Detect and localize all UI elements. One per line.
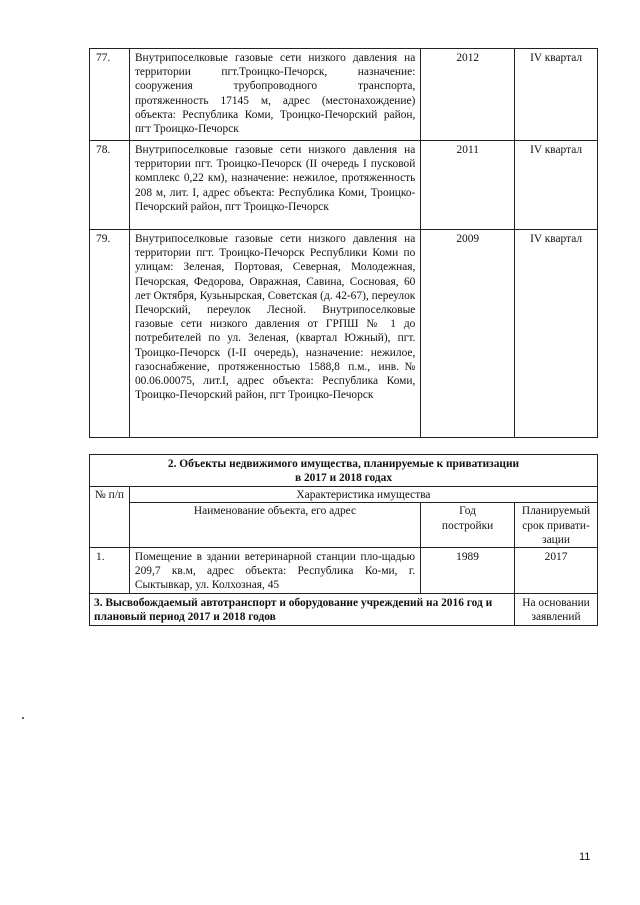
section-2-header [90, 455, 598, 487]
column-header-term: Планируемый срок привати-зации [515, 503, 598, 548]
privatization-plan-table [89, 454, 598, 626]
row-number: 1. [90, 548, 130, 594]
column-header-row [90, 487, 598, 503]
object-description: Помещение в здании ветеринарной станции пло-щадью 209,7 кв.м, адрес объекта: Республика Ко-ми, г. Сыктывкар, ул. Колхозная, 45 [129, 548, 420, 594]
scan-speck [22, 717, 24, 719]
construction-year: 1989 [421, 548, 515, 594]
table-row [90, 230, 598, 438]
row-number: 79. [90, 230, 130, 438]
table-row [90, 49, 598, 141]
privatization-term: IV квартал [515, 230, 598, 438]
object-description: Внутрипоселковые газовые сети низкого давления на территории пгт. Троицко-Печорск Республики Коми по улицам: Зеленая, Портовая, Северная, Молодежная, Печорская, Федорова, Овражная, Савина, Сосновая, 60 лет Октября, Кузьнырская, Советская (д. 42-67), переулок Печорский, переулок Лесной. Внутрипоселковые газовые сети низкого давления от ГРПШ № 1 до потребителей по ул. Зеленая, (квартал Южный), пгт. Троицко-Печорск (I-II очередь), назначение: нежилое, газоснабжение, протяженностью 1588,8 п.м., инв.№ 00.06.00075, лит.I, адрес объекта: Республика Коми, Троицко-Печорский район, пгт Троицко-Печорск [129, 230, 420, 438]
section-2-title-line1: 2. Объекты недвижимого имущества, планируемые к приватизации [167, 458, 520, 470]
privatization-term: IV квартал [515, 141, 598, 230]
column-header-row [90, 503, 598, 548]
property-table-continued [89, 48, 598, 438]
table-row [90, 141, 598, 230]
column-header-number: № п/п [90, 487, 130, 548]
construction-year: 2011 [421, 141, 515, 230]
section-2-title [90, 455, 598, 487]
row-number: 77. [90, 49, 130, 141]
column-header-year: Год постройки [421, 503, 515, 548]
section-3-row [90, 593, 598, 625]
construction-year: 2009 [421, 230, 515, 438]
section-2-title-line2: в 2017 и 2018 годах [294, 471, 393, 484]
privatization-term: 2017 [515, 548, 598, 594]
object-description: Внутрипоселковые газовые сети низкого давления на территории пгт. Троицко-Печорск (II очередь I пусковой комплекс 0,22 км), назначение: нежилое, протяженность 208 м, лит. I, адрес объекта: Республика Коми, Троицко-Печорский район, пгт Троицко-Печорск [129, 141, 420, 230]
construction-year: 2012 [421, 49, 515, 141]
column-header-group: Характеристика имущества [129, 487, 597, 503]
privatization-term: IV квартал [515, 49, 598, 141]
row-number: 78. [90, 141, 130, 230]
column-header-name: Наименование объекта, его адрес [129, 503, 420, 548]
object-description: Внутрипоселковые газовые сети низкого давления на территории пгт.Троицко-Печорск, назначение: сооружения трубопроводного транспорта, протяженность 17145 м, адрес (местонахождение) объекта: Республика Коми, Троицко-Печорский район, пгт Троицко-Печорск [129, 49, 420, 141]
section-3-basis: На основании заявлений [515, 593, 598, 625]
page-number: 11 [579, 851, 591, 863]
table-row [90, 548, 598, 594]
section-3-title: 3. Высвобождаемый автотранспорт и оборудование учреждений на 2016 год и плановый период 2017 и 2018 годов [90, 593, 515, 625]
